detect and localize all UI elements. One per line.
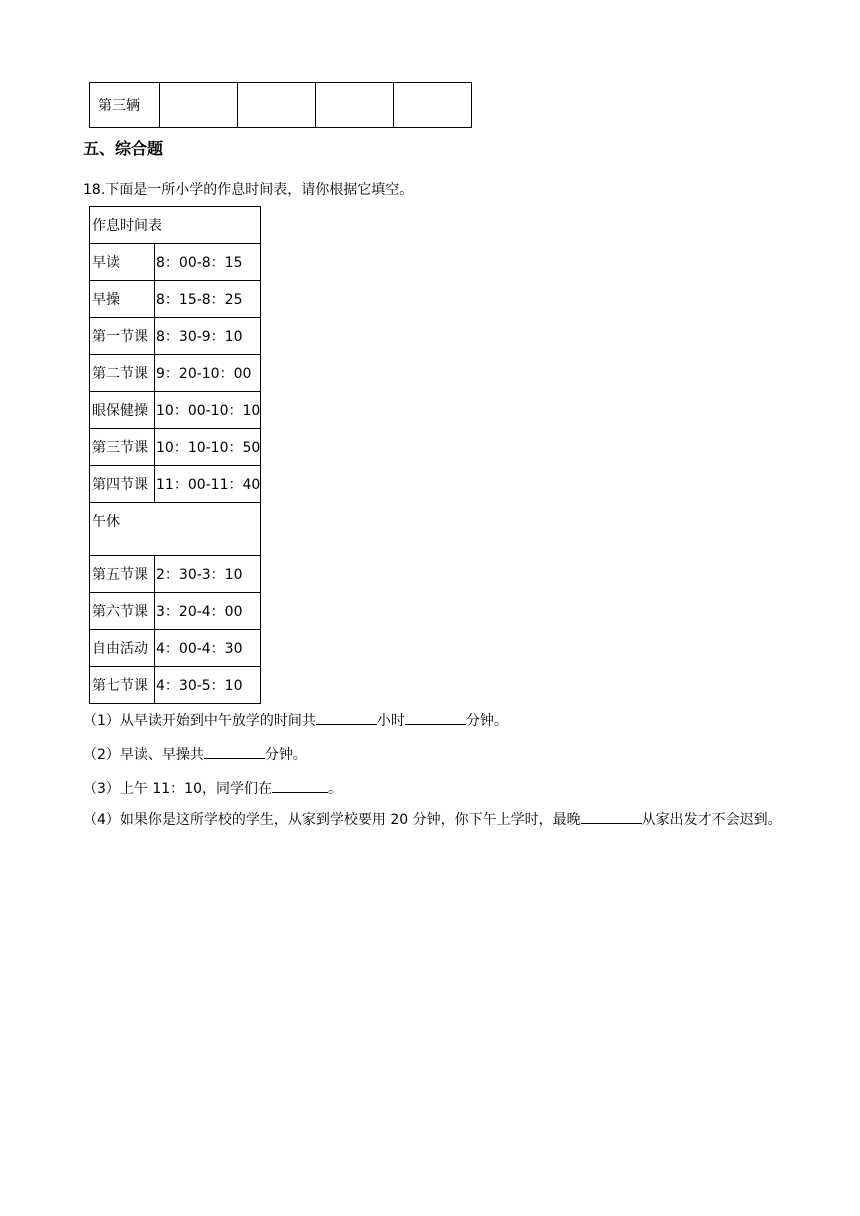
activity-name: 第二节课	[90, 355, 155, 392]
blank-cell	[238, 83, 316, 128]
answer-blank[interactable]	[204, 744, 265, 759]
activity-time: 4：00-4：30	[155, 630, 261, 667]
section-heading: 五、综合题	[83, 139, 164, 158]
schedule-title-row	[90, 207, 261, 244]
question-text: 从家出发才不会迟到。	[641, 812, 782, 828]
question-intro: 18.下面是一所小学的作息时间表，请你根据它填空。	[83, 182, 414, 198]
question-text: （3）上午 11：10，同学们在	[83, 781, 272, 797]
activity-name: 第五节课	[90, 556, 155, 593]
activity-name: 第三节课	[90, 429, 155, 466]
schedule-table	[89, 206, 261, 704]
table-row	[90, 355, 261, 392]
activity-name: 第七节课	[90, 667, 155, 704]
activity-time: 3：20-4：00	[155, 593, 261, 630]
table-row	[90, 281, 261, 318]
activity-time: 10：00-10：10	[155, 392, 261, 429]
table-row	[90, 83, 472, 128]
activity-name: 早读	[90, 244, 155, 281]
schedule-title: 作息时间表	[90, 207, 261, 244]
answer-blank[interactable]	[272, 778, 328, 793]
question-text: 分钟。	[264, 747, 307, 763]
table-row	[90, 318, 261, 355]
question-text: 小时	[376, 713, 405, 729]
question-text: 。	[328, 781, 342, 797]
activity-time: 2：30-3：10	[155, 556, 261, 593]
question-text: 分钟。	[465, 713, 508, 729]
table-row	[90, 667, 261, 704]
activity-name: 第四节课	[90, 466, 155, 503]
activity-name: 早操	[90, 281, 155, 318]
activity-time: 10：10-10：50	[155, 429, 261, 466]
table-row	[90, 392, 261, 429]
table-row	[90, 593, 261, 630]
blank-cell	[160, 83, 238, 128]
sub-question-2	[83, 744, 307, 764]
row-label: 第三辆	[90, 83, 160, 128]
sub-question-1	[83, 710, 508, 730]
activity-name: 第六节课	[90, 593, 155, 630]
activity-name: 第一节课	[90, 318, 155, 355]
table-row	[90, 503, 261, 556]
vehicle-table	[89, 82, 472, 128]
table-row	[90, 244, 261, 281]
activity-time: 9：20-10：00	[155, 355, 261, 392]
sub-question-4	[83, 802, 783, 839]
activity-time: 4：30-5：10	[155, 667, 261, 704]
activity-time: 8：00-8：15	[155, 244, 261, 281]
blank-cell	[394, 83, 472, 128]
activity-name: 午休	[90, 503, 261, 556]
activity-time: 8：30-9：10	[155, 318, 261, 355]
sub-question-3	[83, 778, 342, 798]
table-row	[90, 556, 261, 593]
activity-time: 11：00-11：40	[155, 466, 261, 503]
question-text: （2）早读、早操共	[83, 747, 204, 763]
activity-name: 眼保健操	[90, 392, 155, 429]
table-row	[90, 466, 261, 503]
answer-blank[interactable]	[405, 710, 466, 725]
answer-blank[interactable]	[581, 809, 642, 824]
answer-blank[interactable]	[316, 710, 377, 725]
activity-name: 自由活动	[90, 630, 155, 667]
question-text: （4）如果你是这所学校的学生，从家到学校要用 20 分钟，你下午上学时，最晚	[83, 812, 581, 828]
table-row	[90, 630, 261, 667]
blank-cell	[316, 83, 394, 128]
question-text: （1）从早读开始到中午放学的时间共	[83, 713, 316, 729]
activity-time: 8：15-8：25	[155, 281, 261, 318]
table-row	[90, 429, 261, 466]
